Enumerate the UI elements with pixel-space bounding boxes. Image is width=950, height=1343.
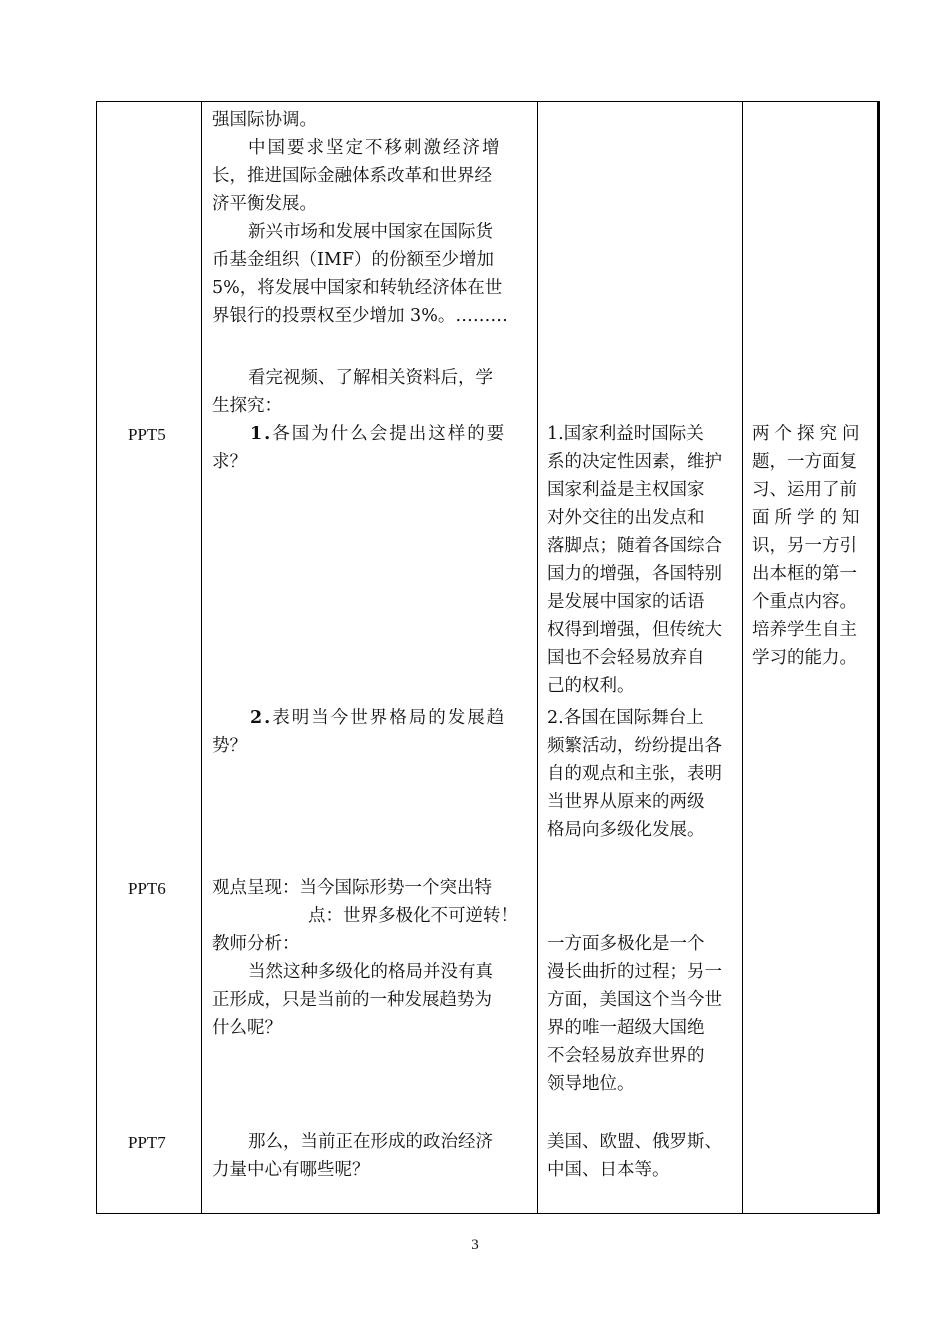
- answer-line: 界的唯一超级大国绝: [547, 1018, 705, 1038]
- slide-label-ppt6: PPT6: [128, 879, 166, 898]
- answer-line: 落脚点；随着各国综合: [547, 536, 722, 556]
- intent-line: 识，另一方引: [752, 536, 857, 556]
- content-line: 中国要求坚定不移刺激经济增: [248, 138, 502, 158]
- content-line: 强国际协调。: [212, 110, 317, 130]
- content-line: 生探究：: [212, 396, 282, 416]
- content-line: 求？: [212, 452, 247, 472]
- answer-line: 是发展中国家的话语: [547, 592, 705, 612]
- column-divider: [742, 102, 743, 1213]
- answer-line: 2.各国在国际舞台上: [547, 708, 704, 728]
- content-line: 教师分析：: [212, 934, 300, 954]
- answer-line: 一方面多极化是一个: [547, 934, 705, 954]
- content-line: 看完视频、了解相关资料后，学: [248, 368, 493, 388]
- content-line: 新兴市场和发展中国家在国际货: [248, 222, 493, 242]
- content-line: 5%，将发展中国家和转轨经济体在世: [212, 278, 503, 298]
- answer-line: 不会轻易放弃世界的: [547, 1046, 705, 1066]
- answer-line: 己的权利。: [547, 676, 635, 696]
- answer-line: 国力的增强，各国特别: [547, 564, 722, 584]
- content-line: 势？: [212, 736, 247, 756]
- question-text: 各国为什么会提出这样的要: [272, 424, 507, 444]
- answer-line: 系的决定性因素，维护: [547, 452, 722, 472]
- answer-line: 自的观点和主张，表明: [547, 764, 722, 784]
- intent-line: 习、运用了前: [752, 480, 857, 500]
- content-line: 力量中心有哪些呢？: [212, 1160, 370, 1180]
- content-line: 什么呢？: [212, 1018, 282, 1038]
- intent-line: 培养学生自主: [752, 620, 857, 640]
- content-line: 那么，当前正在形成的政治经济: [248, 1132, 493, 1152]
- question-number: 2.: [250, 708, 273, 728]
- answer-line: 方面，美国这个当今世: [547, 990, 722, 1010]
- content-line: 济平衡发展。: [212, 194, 317, 214]
- question-text: 表明当今世界格局的发展趋: [272, 708, 507, 728]
- answer-line: 格局向多级化发展。: [547, 820, 705, 840]
- intent-line: 面所学的知: [752, 508, 865, 528]
- question-2: [250, 704, 506, 733]
- intent-line: 出本框的第一: [752, 564, 857, 584]
- slide-label-ppt7: PPT7: [128, 1133, 166, 1152]
- question-1: [250, 420, 506, 449]
- question-number: 1.: [250, 424, 273, 444]
- content-line: 点：世界多极化不可逆转！: [308, 906, 518, 926]
- answer-line: 国也不会轻易放弃自: [547, 648, 705, 668]
- content-line: 界银行的投票权至少增加 3%。………: [212, 306, 508, 326]
- column-divider: [201, 102, 202, 1213]
- answer-line: 频繁活动，纷纷提出各: [547, 736, 722, 756]
- intent-line: 个重点内容。: [752, 592, 857, 612]
- answer-line: 美国、欧盟、俄罗斯、: [547, 1132, 722, 1152]
- answer-line: 漫长曲折的过程；另一: [547, 962, 722, 982]
- intent-line: 两个探究问: [752, 424, 865, 444]
- content-line: 币基金组织（IMF）的份额至少增加: [212, 250, 494, 270]
- content-line: 正形成，只是当前的一种发展趋势为: [212, 990, 492, 1010]
- page-number: 3: [471, 1237, 479, 1253]
- answer-line: 1.国家利益时国际关: [547, 424, 704, 444]
- intent-line: 题，一方面复: [752, 452, 857, 472]
- column-divider: [537, 102, 538, 1213]
- intent-line: 学习的能力。: [752, 648, 857, 668]
- content-line: 观点呈现：当今国际形势一个突出特: [212, 878, 492, 898]
- answer-line: 当世界从原来的两级: [547, 792, 705, 812]
- answer-line: 领导地位。: [547, 1074, 635, 1094]
- content-line: 长，推进国际金融体系改革和世界经: [212, 166, 492, 186]
- answer-line: 中国、日本等。: [547, 1160, 670, 1180]
- content-line: 当然这种多级化的格局并没有真: [248, 962, 493, 982]
- answer-line: 国家利益是主权国家: [547, 480, 705, 500]
- answer-line: 权得到增强，但传统大: [547, 620, 722, 640]
- answer-line: 对外交往的出发点和: [547, 508, 705, 528]
- slide-label-ppt5: PPT5: [128, 425, 166, 444]
